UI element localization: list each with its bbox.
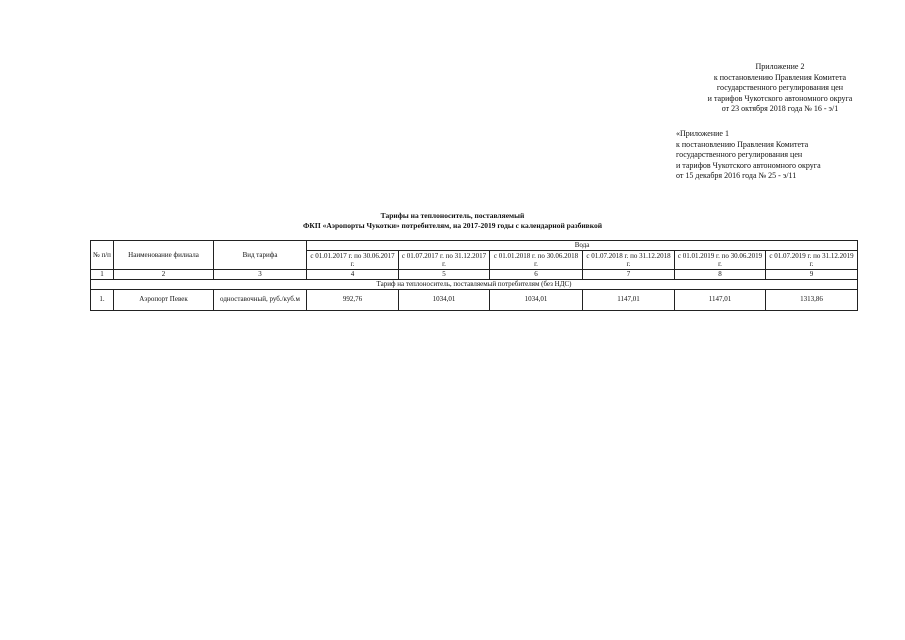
header-row-1 <box>91 241 858 251</box>
document-title-line-1: Тарифы на теплоноситель, поставляемый <box>380 211 525 220</box>
header-period: с 01.01.2017 г. по 30.06.2017 г. <box>307 251 399 270</box>
header-period: с 01.01.2019 г. по 30.06.2019 г. <box>675 251 766 270</box>
table-row <box>91 289 858 310</box>
appendix-2-line: Приложение 2 <box>755 62 805 71</box>
row-branch: Аэропорт Певек <box>114 289 214 310</box>
document-title <box>0 211 905 231</box>
header-water: Вода <box>307 241 858 251</box>
header-period: с 01.01.2018 г. по 30.06.2018 г. <box>490 251 583 270</box>
appendix-2-line: и тарифов Чукотского автономного округа <box>707 93 853 103</box>
appendix-1-line: к постановлению Правления Комитета <box>676 139 809 149</box>
column-number: 3 <box>214 270 307 280</box>
row-tariff-type: одноставочный, руб./куб.м <box>214 289 307 310</box>
header-num: № п/п <box>91 241 114 270</box>
row-value: 1034,01 <box>399 289 490 310</box>
tariff-table <box>90 240 858 311</box>
header-tariff-type: Вид тарифа <box>214 241 307 270</box>
header-period: с 01.07.2018 г. по 31.12.2018 г. <box>583 251 675 270</box>
appendix-2-line: от 23 октября 2018 года № 16 - э/1 <box>721 104 839 113</box>
column-number: 8 <box>675 270 766 280</box>
row-value: 1147,01 <box>675 289 766 310</box>
row-value: 1313,86 <box>766 289 858 310</box>
appendix-1-line: «Приложение 1 <box>676 129 729 138</box>
row-value: 1034,01 <box>490 289 583 310</box>
column-number: 4 <box>307 270 399 280</box>
column-number: 7 <box>583 270 675 280</box>
column-number: 1 <box>91 270 114 280</box>
row-value: 992,76 <box>307 289 399 310</box>
appendix-2-line: государственного регулирования цен <box>716 83 844 92</box>
appendix-1-line: государственного регулирования цен <box>676 150 803 159</box>
section-row <box>91 279 858 289</box>
appendix-1-line: от 15 декабря 2016 года № 25 - э/11 <box>676 171 797 180</box>
appendix-1-line: и тарифов Чукотского автономного округа <box>676 160 821 170</box>
appendix-2-line: к постановлению Правления Комитета <box>713 72 847 82</box>
appendix-1-header <box>676 129 896 182</box>
column-number: 6 <box>490 270 583 280</box>
appendix-2-header <box>660 62 900 115</box>
header-period: с 01.07.2017 г. по 31.12.2017 г. <box>399 251 490 270</box>
header-branch: Наименование филиала <box>114 241 214 270</box>
column-number-row <box>91 270 858 280</box>
column-number: 2 <box>114 270 214 280</box>
header-period: с 01.07.2019 г. по 31.12.2019 г. <box>766 251 858 270</box>
row-value: 1147,01 <box>583 289 675 310</box>
column-number: 9 <box>766 270 858 280</box>
row-num: 1. <box>91 289 114 310</box>
document-title-line-2: ФКП «Аэропорты Чукотки» потребителям, на 2017-2019 годы с календарной разбивкой <box>302 221 603 230</box>
column-number: 5 <box>399 270 490 280</box>
section-label: Тариф на теплоноситель, поставляемый потребителям (без НДС) <box>91 279 858 289</box>
